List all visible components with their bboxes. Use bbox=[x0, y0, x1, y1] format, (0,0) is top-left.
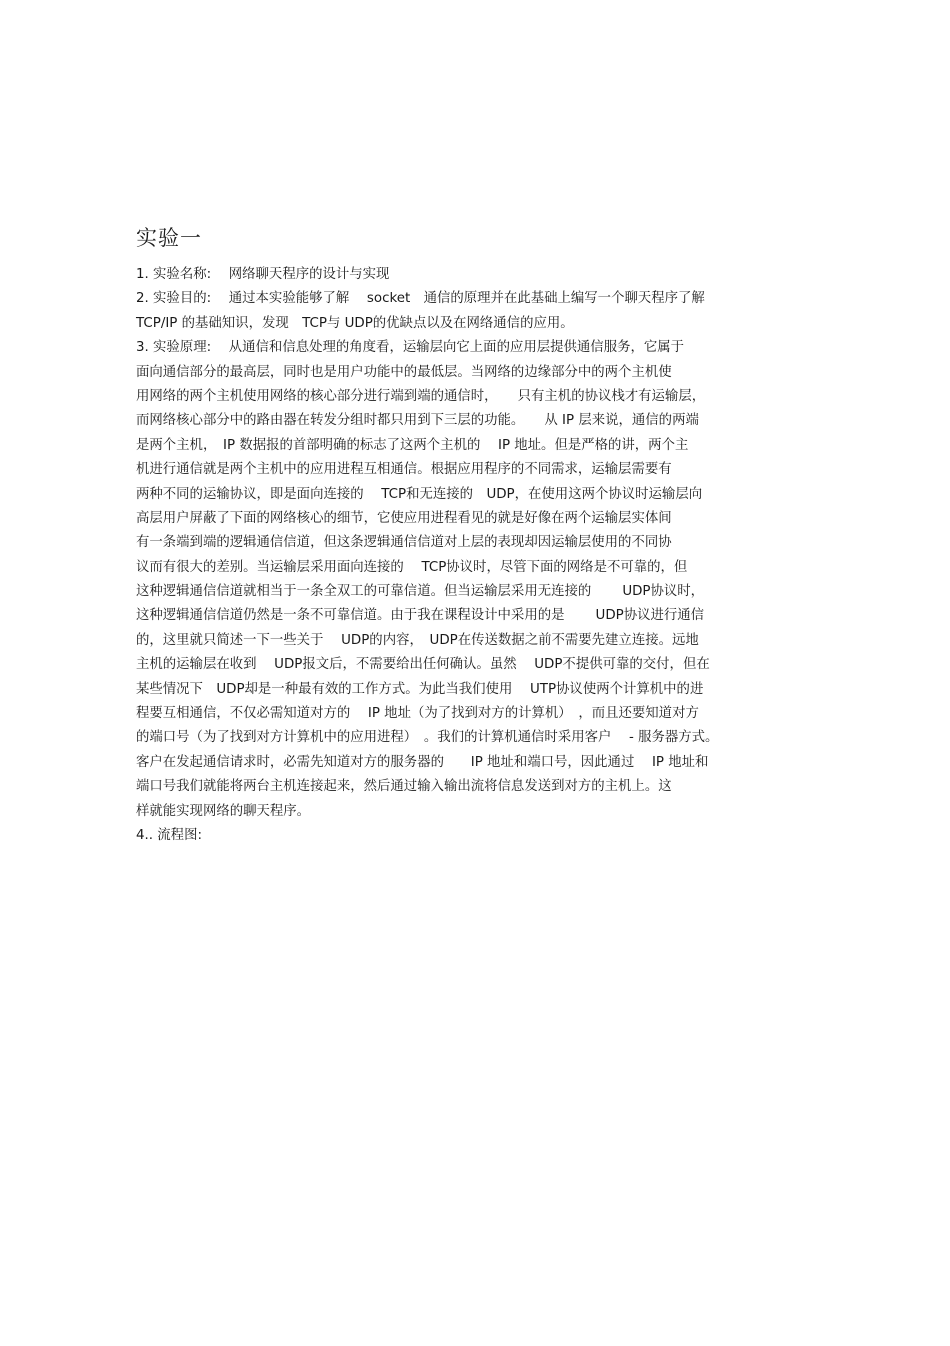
body-line: 这种逻辑通信信道仍然是一条不可靠信道。由于我在课程设计中采用的是 UDP协议进行通信 bbox=[136, 608, 705, 624]
body-line: 程要互相通信，不仅必需知道对方的 IP 地址（为了找到对方的计算机） ，而且还要知道对方 bbox=[136, 706, 699, 722]
document-body bbox=[136, 263, 816, 848]
body-line: TCP/IP 的基础知识，发现 TCP与 UDP的优缺点以及在网络通信的应用。 bbox=[136, 315, 574, 331]
body-line: 主机的运输层在收到 UDP报文后，不需要给出任何确认。虽然 UDP不提供可靠的交付，但在 bbox=[136, 657, 710, 673]
body-line: 高层用户屏蔽了下面的网络核心的细节，它使应用进程看见的就是好像在两个运输层实体间 bbox=[136, 510, 672, 526]
body-line: 1. 实验名称: 网络聊天程序的设计与实现 bbox=[136, 267, 390, 282]
body-line: 这种逻辑通信信道就相当于一条全双工的可靠信道。但当运输层采用无连接的 UDP协议时， bbox=[136, 584, 705, 600]
document-title: 实验一 bbox=[136, 226, 202, 250]
body-line: 是两个主机， IP 数据报的首部明确的标志了这两个主机的 IP 地址。但是严格的讲，两个主 bbox=[136, 437, 689, 453]
body-line: 面向通信部分的最高层，同时也是用户功能中的最低层。当网络的边缘部分中的两个主机使 bbox=[136, 364, 672, 380]
body-line: 2. 实验目的: 通过本实验能够了解 socket 通信的原理并在此基础上编写一个聊天程序了解 bbox=[136, 291, 705, 307]
body-line: 有一条端到端的逻辑通信信道，但这条逻辑通信信道对上层的表现却因运输层使用的不同协 bbox=[136, 535, 672, 551]
body-line: 而网络核心部分中的路由器在转发分组时都只用到下三层的功能。 从 IP 层来说，通信的两端 bbox=[136, 413, 699, 429]
body-line: 议而有很大的差别。当运输层采用面向连接的 TCP协议时，尽管下面的网络是不可靠的，但 bbox=[136, 559, 688, 575]
body-line: 两种不同的运输协议，即是面向连接的 TCP和无连接的 UDP，在使用这两个协议时运输层向 bbox=[136, 486, 703, 502]
body-line: 的，这里就只简述一下一些关于 UDP的内容， UDP在传送数据之前不需要先建立连接。远地 bbox=[136, 632, 699, 648]
body-line: 机进行通信就是两个主机中的应用进程互相通信。根据应用程序的不同需求，运输层需要有 bbox=[136, 462, 672, 478]
body-line: 用网络的两个主机使用网络的核心部分进行端到端的通信时， 只有主机的协议栈才有运输层， bbox=[136, 388, 706, 404]
body-line: 的端口号（为了找到对方计算机中的应用进程） 。我们的计算机通信时采用客户 - 服务器方式。 bbox=[136, 730, 719, 746]
body-line: 端口号我们就能将两台主机连接起来，然后通过输入输出流将信息发送到对方的主机上。这 bbox=[136, 779, 672, 795]
body-line: 3. 实验原理: 从通信和信息处理的角度看，运输层向它上面的应用层提供通信服务，它属于 bbox=[136, 340, 685, 356]
body-line: 某些情况下 UDP却是一种最有效的工作方式。为此当我们使用 UTP协议使两个计算机中的进 bbox=[136, 681, 704, 697]
body-line: 客户在发起通信请求时，必需先知道对方的服务器的 IP 地址和端口号，因此通过 IP 地址和 bbox=[136, 754, 709, 770]
body-line: 样就能实现网络的聊天程序。 bbox=[136, 803, 311, 819]
body-line: 4.. 流程图: bbox=[136, 827, 202, 843]
